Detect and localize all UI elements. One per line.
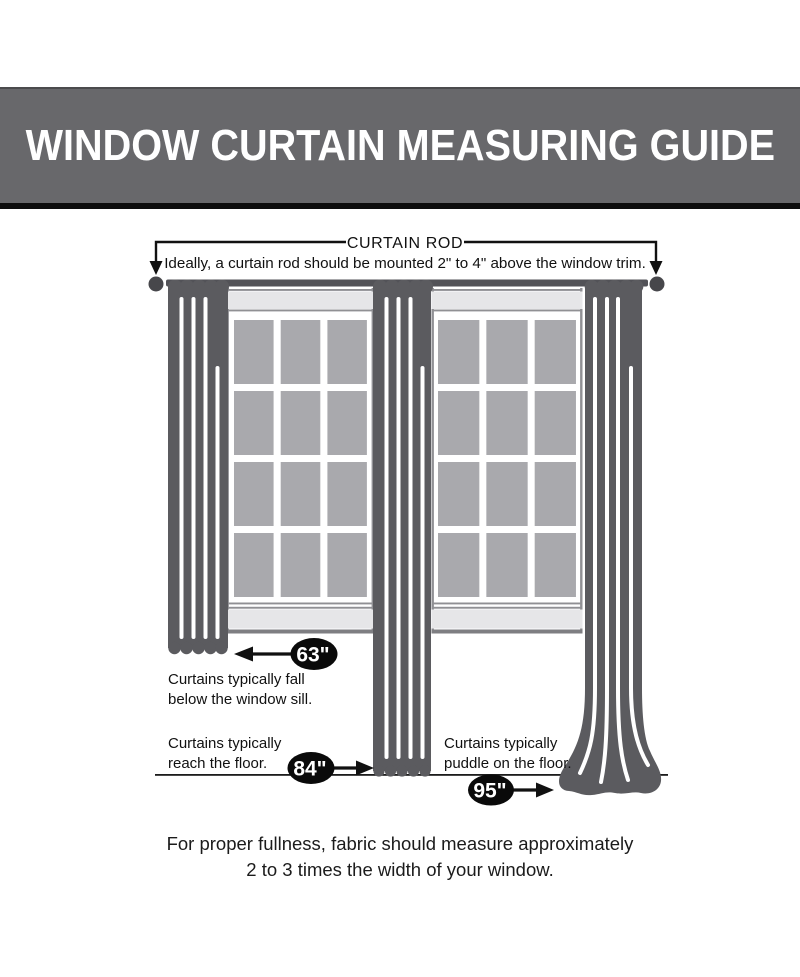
window-left bbox=[227, 288, 375, 634]
window-right bbox=[432, 288, 583, 634]
fullness-note-line1: For proper fullness, fabric should measure approximately bbox=[166, 833, 634, 854]
down-arrow-icon bbox=[650, 261, 663, 275]
left-arrow-icon bbox=[234, 647, 253, 662]
annotation-text: below the window sill. bbox=[168, 691, 313, 708]
page-title: WINDOW CURTAIN MEASURING GUIDE bbox=[25, 121, 775, 170]
measurement-value: 95" bbox=[473, 779, 507, 803]
down-arrow-icon bbox=[150, 261, 163, 275]
curtain-measuring-diagram bbox=[0, 208, 800, 823]
fullness-note bbox=[0, 831, 800, 882]
annotation-puddle bbox=[444, 735, 572, 806]
rod-label: CURTAIN ROD bbox=[346, 235, 464, 252]
annotation-text: puddle on the floor. bbox=[444, 755, 572, 772]
annotation-text: Curtains typically bbox=[168, 735, 282, 752]
annotation-text: Curtains typically bbox=[444, 735, 558, 752]
curtain-panel-left bbox=[168, 280, 229, 655]
measurement-value: 63" bbox=[296, 643, 330, 667]
right-arrow-icon bbox=[536, 783, 554, 798]
annotation-text: reach the floor. bbox=[168, 755, 268, 772]
curtain-panel-center bbox=[373, 280, 433, 777]
measurement-value: 84" bbox=[293, 757, 327, 781]
rod-finial-right bbox=[650, 277, 665, 292]
rod-note: Ideally, a curtain rod should be mounted 2" to 4" above the window trim. bbox=[164, 255, 646, 272]
window-panes bbox=[438, 320, 576, 597]
title-banner bbox=[0, 87, 800, 209]
window-sill bbox=[432, 630, 583, 634]
curtain-puddle bbox=[559, 688, 661, 795]
fullness-note-line2: 2 to 3 times the width of your window. bbox=[246, 858, 554, 880]
window-panes bbox=[234, 320, 367, 597]
window-sill bbox=[227, 630, 375, 634]
curtain-rod-callout bbox=[150, 235, 663, 275]
annotation-floor bbox=[168, 735, 374, 784]
rod-finial-left bbox=[149, 277, 164, 292]
annotation-text: Curtains typically fall bbox=[168, 671, 305, 688]
right-arrow-icon bbox=[356, 761, 374, 776]
